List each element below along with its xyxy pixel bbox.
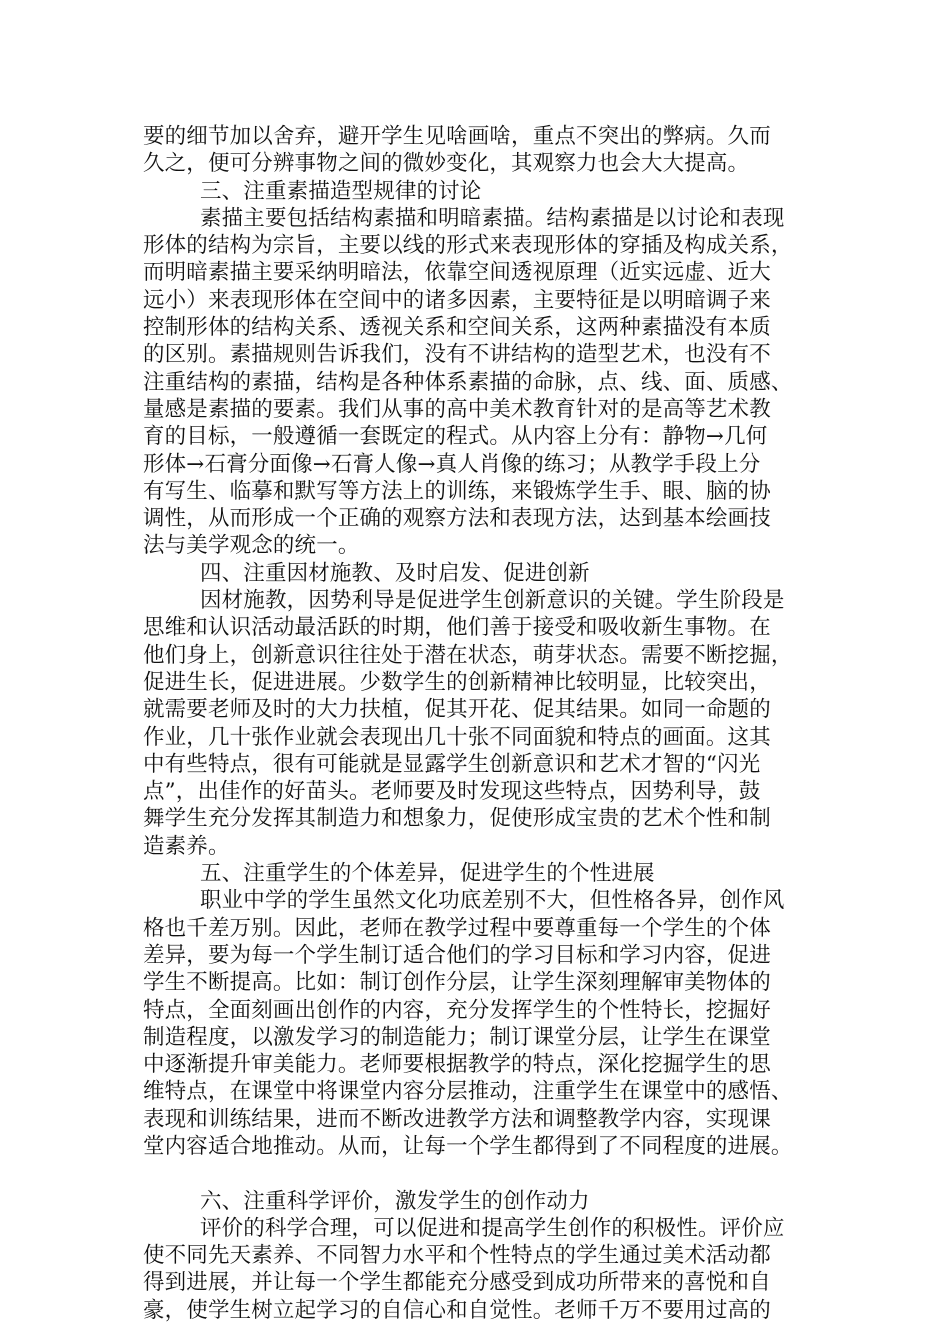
text-line: 中逐渐提升审美能力。老师要根据教学的特点，深化挖掘学生的思 (143, 1052, 771, 1078)
text-line: 得到进展，并让每一个学生都能充分感受到成功所带来的喜悦和自 (143, 1270, 771, 1296)
text-line: 维特点，在课堂中将课堂内容分层推动，注重学生在课堂中的感悟、 (143, 1079, 793, 1105)
text-line: 制造程度，以激发学习的制造能力；制订课堂分层，让学生在课堂 (143, 1024, 771, 1050)
text-line: 素描主要包括结构素描和明暗素描。结构素描是以讨论和表现 (200, 205, 785, 231)
blank-line (143, 1160, 823, 1187)
text-line: 学生不断提高。比如：制订创作分层，让学生深刻理解审美物体的 (143, 970, 771, 996)
text-line: 四、注重因材施教、及时启发、促进创新 (200, 560, 590, 586)
text-line: 评价的科学合理，可以促进和提高学生创作的积极性。评价应 (200, 1215, 785, 1241)
text-line: 注重结构的素描，结构是各种体系素描的命脉，点、线、面、质感、 (143, 369, 793, 395)
document-body (143, 123, 823, 1324)
text-line: 形体→石膏分面像→石膏人像→真人肖像的练习；从教学手段上分 (143, 451, 761, 477)
text-line: 六、注重科学评价，激发学生的创作动力 (200, 1188, 590, 1214)
text-line: 舞学生充分发挥其制造力和想象力，促使形成宝贵的艺术个性和制 (143, 806, 771, 832)
text-line: 职业中学的学生虽然文化功底差别不大，但性格各异，创作风 (200, 888, 785, 914)
text-line: 使不同先天素养、不同智力水平和个性特点的学生通过美术活动都 (143, 1243, 771, 1269)
text-line: 点”，出佳作的好苗头。老师要及时发现这些特点，因势利导，鼓 (143, 779, 761, 805)
text-line: 控制形体的结构关系、透视关系和空间关系，这两种素描没有本质 (143, 315, 771, 341)
text-line: 久之，便可分辨事物之间的微妙变化，其观察力也会大大提高。 (143, 151, 750, 177)
text-line: 远小）来表现形体在空间中的诸多因素，主要特征是以明暗调子来 (143, 287, 771, 313)
text-line: 量感是素描的要素。我们从事的高中美术教育针对的是高等艺术教 (143, 396, 771, 422)
text-line: 育的目标，一般遵循一套既定的程式。从内容上分有：静物→几何 (143, 424, 768, 450)
text-line: 就需要老师及时的大力扶植，促其开花、促其结果。如同一命题的 (143, 697, 771, 723)
text-line: 而明暗素描主要采纳明暗法，依靠空间透视原理（近实远虚、近大 (143, 260, 771, 286)
text-line: 思维和认识活动最活跃的时期，他们善于接受和吸收新生事物。在 (143, 615, 771, 641)
text-line: 中有些特点，很有可能就是显露学生创新意识和艺术才智的“闪光 (143, 751, 761, 777)
text-line: 格也千差万别。因此，老师在教学过程中要尊重每一个学生的个体 (143, 915, 771, 941)
text-line: 作业，几十张作业就会表现出几十张不同面貌和特点的画面。这其 (143, 724, 771, 750)
text-line: 表现和训练结果，进而不断改进教学方法和调整教学内容，实现课 (143, 1106, 771, 1132)
text-line: 他们身上，创新意识往往处于潜在状态，萌芽状态。需要不断挖掘， (143, 642, 793, 668)
text-line: 三、注重素描造型规律的讨论 (200, 178, 482, 204)
text-line: 要的细节加以舍弃，避开学生见啥画啥，重点不突出的弊病。久而 (143, 124, 771, 149)
text-line: 调性，从而形成一个正确的观察方法和表现方法，达到基本绘画技 (143, 506, 771, 532)
text-line: 有写生、临摹和默写等方法上的训练，来锻炼学生手、眼、脑的协 (143, 478, 771, 504)
text-line: 豪，使学生树立起学习的自信心和自觉性。老师千万不要用过高的 (143, 1297, 771, 1323)
text-line: 差异，要为每一个学生制订适合他们的学习目标和学习内容，促进 (143, 942, 771, 968)
text-line: 造素养。 (143, 833, 230, 859)
text-line: 促进生长，促进进展。少数学生的创新精神比较明显，比较突出， (143, 669, 771, 695)
text-line: 法与美学观念的统一。 (143, 533, 360, 559)
text-line: 的区别。素描规则告诉我们，没有不讲结构的造型艺术，也没有不 (143, 342, 771, 368)
text-line: 形体的结构为宗旨，主要以线的形式来表现形体的穿插及构成关系， (143, 233, 793, 259)
text-line: 因材施教，因势利导是促进学生创新意识的关键。学生阶段是 (200, 588, 785, 614)
text-line: 特点，全面刻画出创作的内容，充分发挥学生的个性特长，挖掘好 (143, 997, 771, 1023)
text-line: 堂内容适合地推动。从而，让每一个学生都得到了不同程度的进展。 (143, 1133, 793, 1159)
text-line: 五、注重学生的个体差异，促进学生的个性进展 (200, 861, 655, 887)
